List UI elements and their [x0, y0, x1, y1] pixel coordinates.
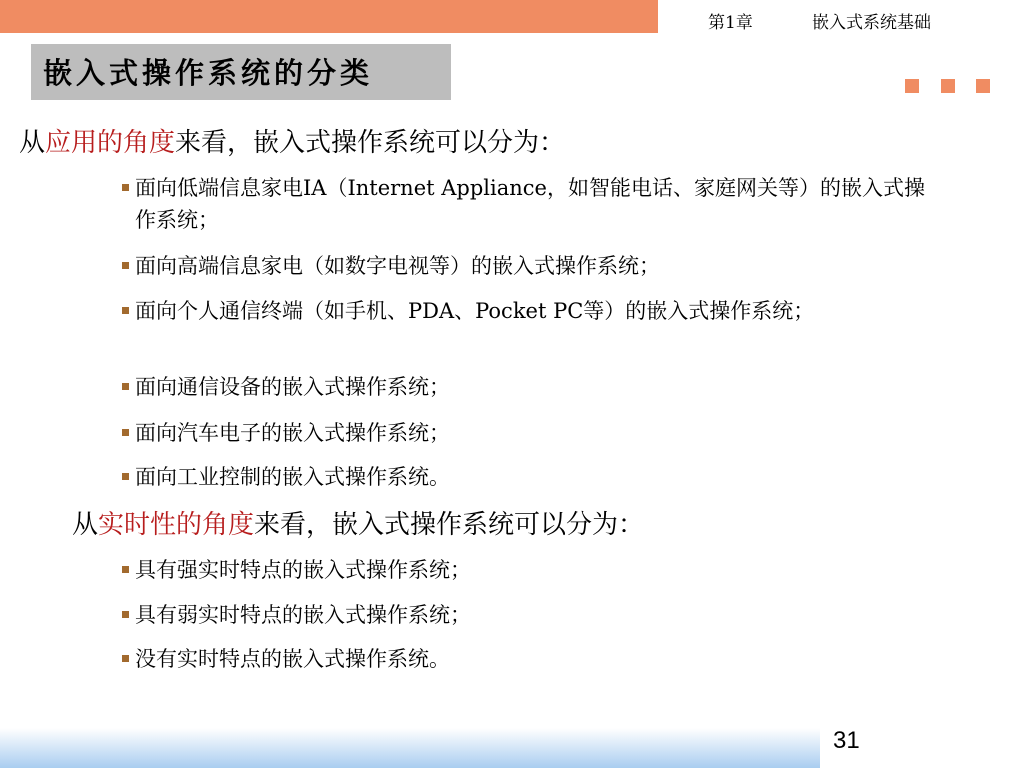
list-item: [120, 371, 940, 403]
bullet-icon: [122, 429, 129, 436]
section-prefix: 从: [72, 510, 99, 540]
square-icon: [905, 79, 919, 93]
bullet-icon: [122, 383, 129, 390]
list-item-text: 面向低端信息家电IA（Internet Appliance，如智能电话、家庭网关等）的嵌入式操作系统；: [135, 176, 925, 232]
list-item-text: 具有强实时特点的嵌入式操作系统；: [135, 558, 471, 582]
square-icon: [941, 79, 955, 93]
section-suffix: 来看，嵌入式操作系统可以分为：: [175, 128, 566, 158]
list-item: [120, 250, 940, 282]
chapter-title: 嵌入式系统基础: [812, 13, 931, 33]
bullet-icon: [122, 566, 129, 573]
slide-title: 嵌入式操作系统的分类: [31, 44, 451, 100]
bullet-icon: [122, 611, 129, 618]
section-heading-realtime: [72, 504, 644, 541]
bullet-icon: [122, 307, 129, 314]
bullet-icon: [122, 184, 129, 191]
bullet-icon: [122, 473, 129, 480]
square-icon: [976, 79, 990, 93]
section-heading-application: [19, 122, 565, 159]
chapter-number: 第1章: [708, 13, 753, 33]
list-item-text: 面向汽车电子的嵌入式操作系统；: [135, 421, 450, 445]
header-accent-bar: [0, 0, 658, 33]
list-item: [120, 554, 940, 586]
list-item: [120, 295, 940, 327]
section-suffix: 来看，嵌入式操作系统可以分为：: [254, 510, 645, 540]
list-item: [120, 643, 940, 675]
section-highlight: 实时性的角度: [98, 510, 255, 540]
page-number: 31: [833, 727, 860, 754]
list-item: [120, 417, 940, 449]
bullet-icon: [122, 655, 129, 662]
list-item-text: 面向个人通信终端（如手机、PDA、Pocket PC等）的嵌入式操作系统；: [135, 299, 815, 323]
chapter-header: [708, 8, 931, 33]
list-item: [120, 461, 940, 493]
list-item-text: 面向高端信息家电（如数字电视等）的嵌入式操作系统；: [135, 254, 660, 278]
section-highlight: 应用的角度: [45, 128, 176, 158]
list-item: [120, 172, 940, 236]
footer-gradient-bar: [0, 728, 820, 768]
list-item-text: 具有弱实时特点的嵌入式操作系统；: [135, 603, 471, 627]
list-item-text: 面向通信设备的嵌入式操作系统；: [135, 375, 450, 399]
bullet-icon: [122, 262, 129, 269]
list-item-text: 没有实时特点的嵌入式操作系统。: [135, 647, 450, 671]
list-item: [120, 599, 940, 631]
section-prefix: 从: [19, 128, 46, 158]
list-item-text: 面向工业控制的嵌入式操作系统。: [135, 465, 450, 489]
